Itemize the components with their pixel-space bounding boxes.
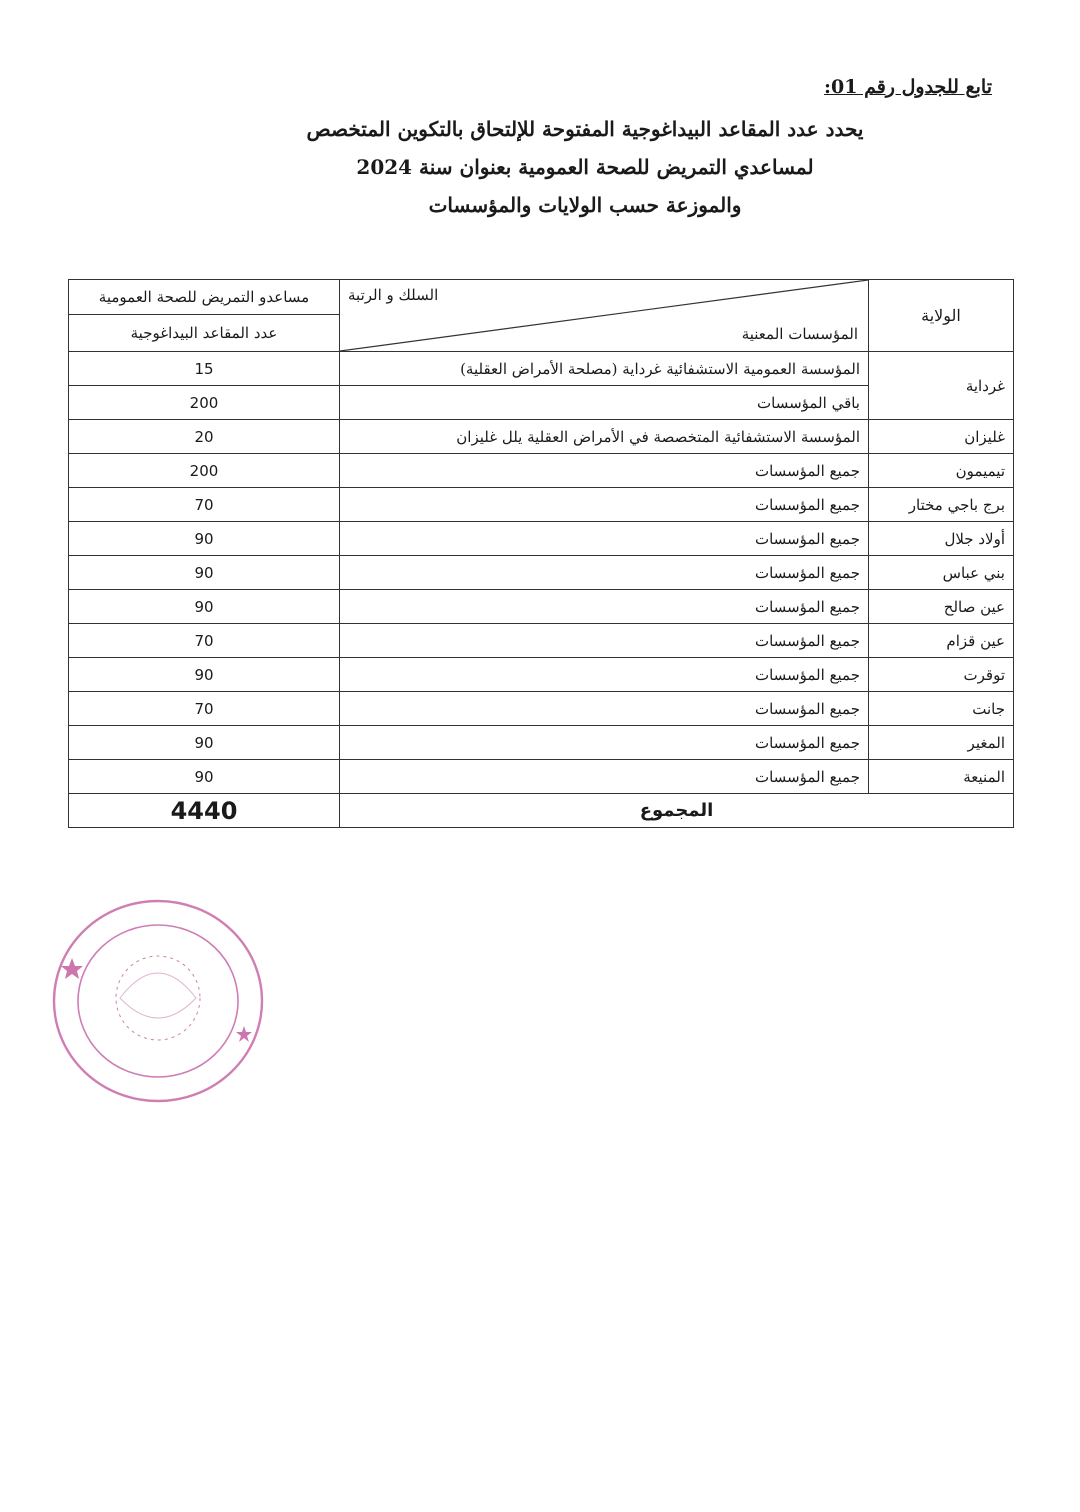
establishment-cell: المؤسسة الاستشفائية المتخصصة في الأمراض العقلية يلل غليزان (340, 420, 869, 454)
seats-cell: 70 (69, 488, 340, 522)
establishment-cell: جميع المؤسسات (340, 454, 869, 488)
wilaya-cell: أولاد جلال (869, 522, 1014, 556)
wilaya-cell: غرداية (869, 352, 1014, 420)
seats-cell: 70 (69, 692, 340, 726)
seats-cell: 90 (69, 556, 340, 590)
table-row (69, 624, 1014, 658)
rank-header: مساعدو التمريض للصحة العمومية (69, 280, 340, 315)
continuation-heading: تابع للجدول رقم 01: (824, 76, 992, 98)
table-row (69, 590, 1014, 624)
establishment-cell: جميع المؤسسات (340, 556, 869, 590)
official-stamp (50, 898, 266, 1104)
table-row (69, 726, 1014, 760)
wilaya-cell: غليزان (869, 420, 1014, 454)
seats-cell: 90 (69, 760, 340, 794)
establishment-cell: جميع المؤسسات (340, 522, 869, 556)
seats-cell: 90 (69, 590, 340, 624)
seats-header: عدد المقاعد البيداغوجية (69, 315, 340, 352)
table-row (69, 352, 1014, 386)
seats-cell: 20 (69, 420, 340, 454)
seats-cell: 15 (69, 352, 340, 386)
establishment-cell: المؤسسة العمومية الاستشفائية غرداية (مصلحة الأمراض العقلية) (340, 352, 869, 386)
seats-cell: 90 (69, 658, 340, 692)
title-line-1: يحدد عدد المقاعد البيداغوجية المفتوحة للإلتحاق بالتكوين المتخصص (306, 117, 864, 141)
wilaya-cell: تيميمون (869, 454, 1014, 488)
seats-cell: 70 (69, 624, 340, 658)
establishment-cell: جميع المؤسسات (340, 488, 869, 522)
table-row (69, 692, 1014, 726)
title-line-2: لمساعدي التمريض للصحة العمومية بعنوان سنة 2024 (356, 155, 814, 179)
wilaya-cell: برج باجي مختار (869, 488, 1014, 522)
seats-cell: 200 (69, 454, 340, 488)
wilaya-cell: المغير (869, 726, 1014, 760)
wilaya-cell: عين قزام (869, 624, 1014, 658)
establishment-cell: جميع المؤسسات (340, 658, 869, 692)
total-row (69, 794, 1014, 828)
table-row (69, 488, 1014, 522)
table-row (69, 556, 1014, 590)
establishment-cell: باقي المؤسسات (340, 386, 869, 420)
wilaya-header: الولاية (869, 280, 1014, 352)
establishment-cell: جميع المؤسسات (340, 726, 869, 760)
seats-cell: 90 (69, 726, 340, 760)
corps-rank-label: السلك و الرتبة (348, 286, 439, 304)
establishments-header-label: المؤسسات المعنية (741, 325, 858, 343)
establishment-cell: جميع المؤسسات (340, 590, 869, 624)
establishment-cell: جميع المؤسسات (340, 760, 869, 794)
table-row (69, 522, 1014, 556)
establishment-cell: جميع المؤسسات (340, 692, 869, 726)
table-row (69, 760, 1014, 794)
seats-cell: 200 (69, 386, 340, 420)
seats-table (68, 279, 1014, 828)
wilaya-cell: توقرت (869, 658, 1014, 692)
total-value: 4440 (69, 794, 340, 828)
seats-cell: 90 (69, 522, 340, 556)
table-row (69, 454, 1014, 488)
wilaya-cell: بني عباس (869, 556, 1014, 590)
document-title (0, 110, 1080, 224)
table-row (69, 658, 1014, 692)
wilaya-cell: المنيعة (869, 760, 1014, 794)
corps-establishments-header (340, 280, 869, 352)
wilaya-cell: عين صالح (869, 590, 1014, 624)
total-label: المجموع (340, 794, 1014, 828)
wilaya-cell: جانت (869, 692, 1014, 726)
title-line-3: والموزعة حسب الولايات والمؤسسات (428, 193, 742, 217)
establishment-cell: جميع المؤسسات (340, 624, 869, 658)
table-row (69, 420, 1014, 454)
